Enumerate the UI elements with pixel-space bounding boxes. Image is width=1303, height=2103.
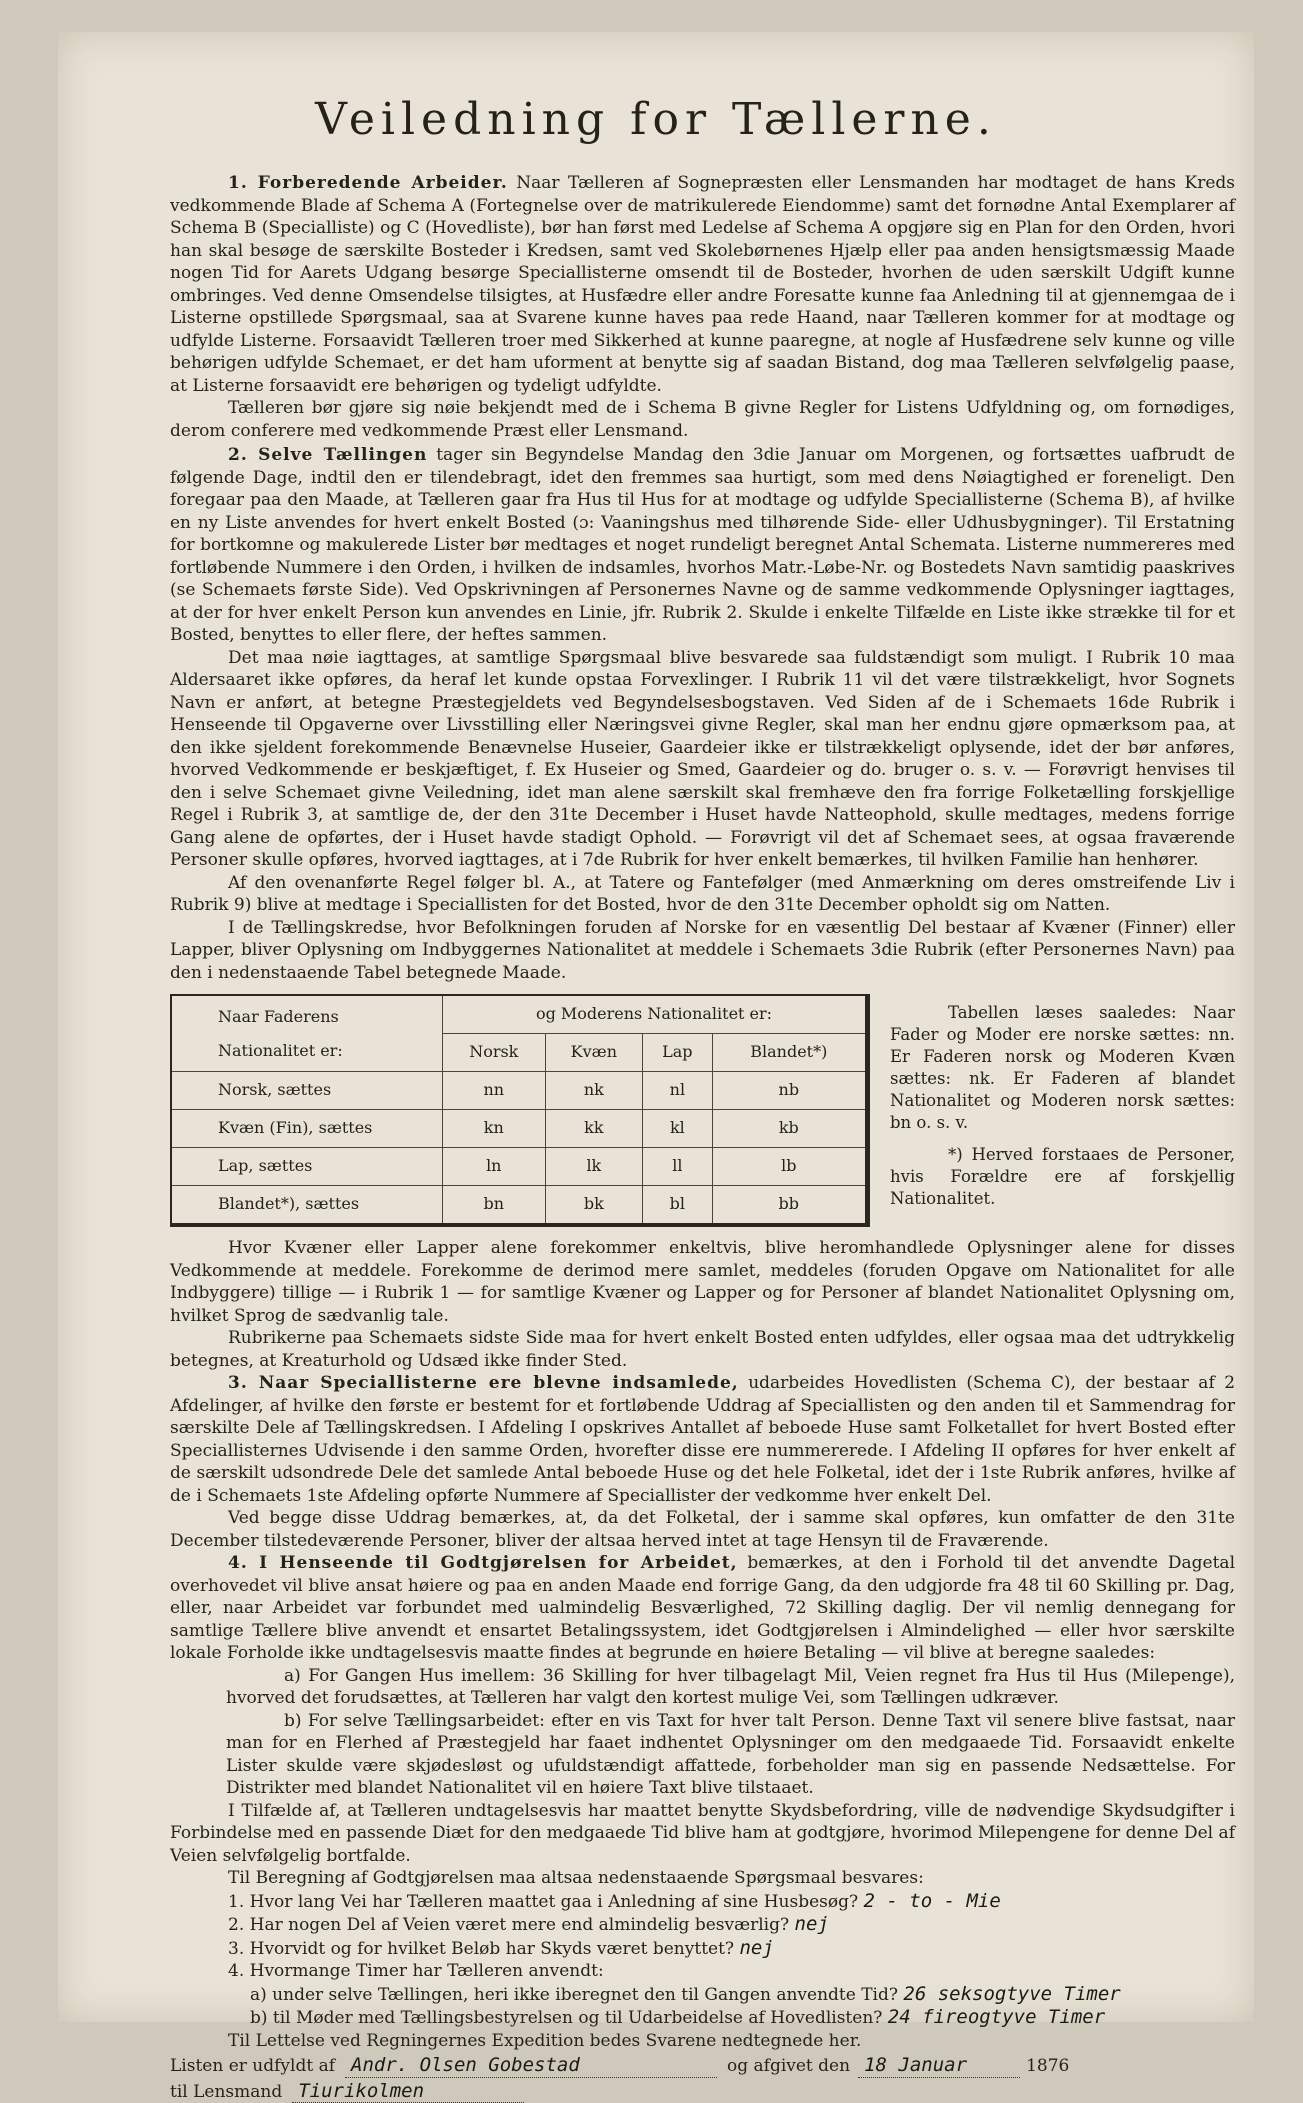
table-cell: nk (545, 1072, 643, 1110)
section-2-paragraph-3: Af den ovenanførte Regel følger bl. A., at Tatere og Fantefølger (med Anmærkning om deres omstreifende Liv i Rubrik 9) blive at medtage i Speciallisten for det Bosted, hvor de den 31te December opholdt sig om Natten. (170, 872, 1235, 917)
table-cell: ll (643, 1148, 712, 1186)
question-4b-text: b) til Møder med Tællingsbestyrelsen og til Udarbeidelse af Hovedlisten? (250, 2008, 882, 2028)
section-2-heading: 2. Selve Tællingen (228, 445, 427, 465)
section-1-paragraph-2: Tælleren bør gjøre sig nøie bekjendt med de i Schema B givne Regler for Listens Udfyldning og, om fornødiges, derom conferere med vedkommende Præst eller Lensmand. (170, 397, 1235, 442)
question-4a (170, 1983, 1235, 2007)
section-2-paragraph-2: Det maa nøie iagttages, at samtlige Spørgsmaal blive besvarede saa fuldstændigt som muligt. I Rubrik 10 maa Aldersaaret ikke opføres, da heraf let kunde opstaa Forvexlinger. I Rubrik 11 vil det være tilstrækkeligt, hvor Sognets Navn er anført, at betegne Præstegjeldets ved Begyndelsesbogstaven. Ved Siden af de i Schemaets 16de Rubrik i Henseende til Opgaverne over Livsstilling eller Næringsvei givne Regler, skal man her endnu gjøre opmærksom paa, at den ikke sjeldent forekommende Benævnelse Huseier, Gaardeier ikke er tilstrækkeligt oplysende, idet der bør anføres, hvorved Vedkommende er beskjæftiget, f. Ex Huseier og Smed, Gaardeier og do. bruger o. s. v. — Forøvrigt henvises til den i selve Schemaet givne Veiledning, idet man alene særskilt skal fremhæve den fra forrige Folketælling forskjellige Regel i Rubrik 3, at samtlige de, der den 31te December i Huset havde Natteophold, skulle medtages, medens forrige Gang alene de opførtes, der i Huset havde stadigt Ophold. — Forøvrigt vil det af Schemaet sees, at ogsaa fraværende Personer skulle opføres, hvorved iagttages, at i 7de Rubrik for hver enkelt bemærkes, til hvilken Familie han henhører. (170, 647, 1235, 872)
filled-by-label: Listen er udfyldt af (170, 2055, 335, 2078)
section-1-heading: 1. Forberedende Arbeider. (228, 173, 508, 193)
section-4-heading: 4. I Henseende til Godtgjørelsen for Arbeidet, (228, 1553, 738, 1573)
closing-note: Til Lettelse ved Regningernes Expedition bedes Svarene nedtegnede her. (170, 2030, 1235, 2053)
question-3 (170, 1937, 1235, 1961)
father-label-line-1: Naar Faderens (218, 1000, 438, 1034)
answer-4a: 26 seksogtyve Timer (903, 1983, 1120, 2005)
table-cell: kb (712, 1110, 867, 1148)
table-cell: bn (443, 1186, 546, 1226)
row-label: Kvæn (Fin), sættes (171, 1110, 443, 1148)
section-2b-paragraph-2: Rubrikerne paa Schemaets sidste Side maa for hvert enkelt Bosted enten udfyldes, eller ogsaa maa det udtrykkelig betegnes, at Kreaturhold og Udsæd ikke finder Sted. (170, 1327, 1235, 1372)
table-cell: kk (545, 1110, 643, 1148)
table-reading-note: Tabellen læses saaledes: Naar Fader og Moder ere norske sættes: nn. Er Faderen norsk og Moderen Kvæn sættes: nk. Er Faderen af blandet Nationalitet og Moderen norsk sættes: bn o. s. v. (890, 1002, 1235, 1134)
question-1 (170, 1890, 1235, 1914)
section-2b-paragraph-1: Hvor Kvæner eller Lapper alene forekommer enkeltvis, blive heromhandlede Oplysninger alene for disses Vedkommende at meddele. Forekomme de derimod mere samlet, meddeles (foruden Opgave om Nationalitet for alle Indbyggere) tillige — i Rubrik 1 — for samtlige Kvæner og Lapper og for Personer af blandet Nationalitet Oplysning om, hvilket Sprog de sædvanlig tale. (170, 1237, 1235, 1327)
page-title: Veiledning for Tællerne. (58, 94, 1254, 145)
table-cell: nb (712, 1072, 867, 1110)
table-cell: nl (643, 1072, 712, 1110)
father-label-line-2: Nationalitet er: (218, 1034, 438, 1068)
table-cell: ln (443, 1148, 546, 1186)
question-2-text: 2. Har nogen Del af Veien været mere end almindelig besværlig? (228, 1915, 789, 1935)
answer-2: nej (795, 1913, 829, 1935)
signature-row-2 (170, 2080, 1235, 2103)
table-row (171, 1186, 868, 1226)
table-cell: lb (712, 1148, 867, 1186)
answer-1: 2 - to - Mie (864, 1890, 1001, 1912)
section-3-paragraph-2: Ved begge disse Uddrag bemærkes, at, da det Folketal, der i samme skal opføres, kun omfatter de den 31te December tilstedeværende Personer, bliver der altsaa herved intet at tage Hensyn til de Fraværende. (170, 1507, 1235, 1552)
filled-by-signature: Andr. Olsen Gobestad (345, 2054, 717, 2078)
delivery-date: 18 Januar (858, 2054, 1020, 2078)
section-2-paragraph-4: I de Tællingskredse, hvor Befolkningen foruden af Norske for en væsentlig Del bestaar af Kvæner (Finner) eller Lapper, bliver Oplysning om Indbyggernes Nationalitet at meddele i Schemaets 3die Rubrik (efter Personernes Navn) paa den i nedenstaaende Tabel betegnede Maade. (170, 917, 1235, 985)
questions-list (170, 1890, 1235, 2053)
row-label: Norsk, sættes (171, 1072, 443, 1110)
question-1-text: 1. Hvor lang Vei har Tælleren maattet gaa i Anledning af sine Husbesøg? (228, 1892, 858, 1912)
section-4-paragraph-2: I Tilfælde af, at Tælleren undtagelsesvis har maattet benytte Skydsbefordring, ville de nødvendige Skydsudgifter i Forbindelse med en passende Diæt for den medgaaede Tid blive ham at godtgjøre, hvorimod Milepengene for denne Del af Veien selvfølgelig bortfalde. (170, 1800, 1235, 1868)
signature-row-1 (170, 2054, 1235, 2078)
question-4: 4. Hvormange Timer har Tælleren anvendt: (170, 1960, 1235, 1983)
col-header: Norsk (443, 1034, 546, 1072)
lensmand-name: Tiurikolmen (292, 2080, 524, 2103)
lensmand-label: til Lensmand (170, 2081, 282, 2103)
answer-4b: 24 fireogtyve Timer (888, 2006, 1105, 2028)
table-cell: kn (443, 1110, 546, 1148)
section-4-paragraph-1 (170, 1552, 1235, 1665)
delivery-year: 1876 (1026, 2055, 1069, 2078)
nationality-table (170, 994, 870, 1227)
section-4-text: bemærkes, at den i Forhold til det anvendte Dagetal overhovedet vil blive ansat høiere og paa en anden Maade end forrige Gang, da den udgjorde fra 48 til 60 Skilling pr. Dag, eller, naar Arbeidet var forbundet med ualmindelig Besværlighed, 72 Skilling daglig. Der vil nemlig dennegang for samtlige Tællere blive anvendt et ensartet Betalingssystem, idet Godtgjørelsen i Almindelighed — eller hvor særskilte lokale Forholde ikke undtagelsesvis maatte findes at begrunde en høiere Betaling — vil blive at beregne saaledes: (170, 1553, 1235, 1663)
section-2-paragraph-1 (170, 444, 1235, 647)
col-header: Lap (643, 1034, 712, 1072)
table-cell: kl (643, 1110, 712, 1148)
question-2 (170, 1913, 1235, 1937)
section-3-paragraph-1 (170, 1372, 1235, 1507)
row-label: Lap, sættes (171, 1148, 443, 1186)
section-3-heading: 3. Naar Speciallisterne ere blevne indsamlede, (228, 1373, 739, 1393)
row-label: Blandet*), sættes (171, 1186, 443, 1226)
section-1-text: Naar Tælleren af Sognepræsten eller Lensmanden har modtaget de hans Kreds vedkommende Blade af Schema A (Fortegnelse over de matrikulerede Eiendomme) samt det fornødne Antal Exemplarer af Schema B (Specialliste) og C (Hovedliste), bør han først med Ledelse af Schema A opgjøre sig en Plan for den Orden, hvori han skal besøge de særskilte Bosteder i Kredsen, samt ved Skolebørnenes Hjælp eller paa anden hensigtsmæssig Maade nogen Tid for Aarets Udgang besørge Speciallisterne omsendt til de Bosteder, hvorhen de uden særskilt Udgift kunne ombringes. Ved denne Omsendelse tilsigtes, at Husfædre eller andre Foresatte kunne faa Anledning til at gjennemgaa de i Listerne opstillede Spørgsmaal, saa at Svarene kunne haves paa rede Haand, naar Tælleren kommer for at modtage og udfylde Listerne. Forsaavidt Tælleren troer med Sikkerhed at kunne paaregne, at nogle af Husfædrene selv kunne og ville behørigen udfylde Schemaet, er det ham uforment at benytte sig af saadan Bistand, dog maa Tælleren selvfølgelig paase, at Listerne forsaavidt ere behørigen og tydeligt udfyldte. (170, 173, 1235, 396)
section-4-item-b: b) For selve Tællingsarbeidet: efter en vis Taxt for hver talt Person. Denne Taxt vil senere blive fastsat, naar man for en Flerhed af Præstegjeld har faaet indhentet Oplysninger om den medgaaede Tid. Forsaavidt enkelte Lister skulde være skjødesløst og ufuldstændigt affattede, forbeholder man sig en passende Nedsættelse. For Distrikter med blandet Nationalitet vil en høiere Taxt blive tilstaaet. (170, 1710, 1235, 1800)
section-3-text: udarbeides Hovedlisten (Schema C), der bestaar af 2 Afdelinger, af hvilke den første er bestemt for et fortløbende Uddrag af Speciallisten og den anden til et Sammendrag for særskilte Dele af Tællingskredsen. I Afdeling I opskrives Antallet af beboede Huse samt Folketallet for hvert Bosted efter Speciallisternes Udvisende i den samme Orden, hvorefter disse ere nummererede. I Afdeling II opføres for hver enkelt af de særskilt udsondrede Dele det samlede Antal beboede Huse og det hele Folketal, idet der i 1ste Rubrik anføres, hvilke af de i Schemaets 1ste Afdeling opførte Nummere af Speciallister der vedkomme hver enkelt Del. (170, 1373, 1235, 1506)
answer-3: nej (739, 1937, 773, 1959)
section-4-paragraph-3: Til Beregning af Godtgjørelsen maa altsaa nedenstaaende Spørgsmaal besvares: (170, 1867, 1235, 1890)
nationality-table-block (170, 994, 1235, 1229)
section-2-text: tager sin Begyndelse Mandag den 3die Januar om Morgenen, og fortsættes uafbrudt de følgende Dage, indtil den er tilendebragt, idet den fremmes saa hurtigt, som med dens Nøiagtighed er foreneligt. Den foregaar paa den Maade, at Tælleren gaar fra Hus til Hus for at modtage og udfylde Speciallisterne (Schema B), af hvilke en ny Liste anvendes for hvert enkelt Bosted (ɔ: Vaaningshus med tilhørende Side- eller Udhusbygninger). Til Erstatning for bortkomne og makulerede Lister bør medtages et noget rundeligt beregnet Antal Schemata. Listerne nummereres med fortløbende Nummere i den Orden, i hvilken de indsamles, hvorhos Matr.-Løbe-Nr. og Bostedets Navn samtidig paaskrives (se Schemaets første Side). Ved Opskrivningen af Personernes Navne og de samme vedkommende Oplysninger iagttages, at der for hver enkelt Person kun anvendes en Linie, jfr. Rubrik 2. Skulde i enkelte Tilfælde en Liste ikke strække til for et Bosted, benyttes to eller flere, der heftes sammen. (170, 445, 1235, 645)
question-4b (170, 2006, 1235, 2030)
delivered-label: og afgivet den (727, 2055, 850, 2078)
col-header: Kvæn (545, 1034, 643, 1072)
table-cell: nn (443, 1072, 546, 1110)
question-3-text: 3. Hvorvidt og for hvilket Beløb har Skyds været benyttet? (228, 1939, 734, 1959)
section-1-paragraph-1 (170, 172, 1235, 397)
table-cell: bl (643, 1186, 712, 1226)
table-cell: lk (545, 1148, 643, 1186)
table-row (171, 1148, 868, 1186)
mother-nationality-header: og Moderens Nationalitet er: (443, 995, 868, 1034)
question-4a-text: a) under selve Tællingen, heri ikke iberegnet den til Gangen anvendte Tid? (250, 1985, 898, 2005)
document-page (58, 32, 1254, 2022)
table-footnote: *) Herved forstaaes de Personer, hvis Forældre ere af forskjellig Nationalitet. (890, 1144, 1235, 1210)
section-4-item-a: a) For Gangen Hus imellem: 36 Skilling for hver tilbagelagt Mil, Veien regnet fra Hus til Hus (Milepenge), hvorved det forudsættes, at Tælleren har valgt den kortest mulige Vei, som Tællingen udkræver. (170, 1665, 1235, 1710)
table-explanation (890, 1002, 1235, 1210)
instructions-body (170, 172, 1235, 2103)
table-row (171, 1110, 868, 1148)
father-nationality-header (171, 995, 443, 1072)
table-cell: bk (545, 1186, 643, 1226)
table-row (171, 1072, 868, 1110)
col-header: Blandet*) (712, 1034, 867, 1072)
table-cell: bb (712, 1186, 867, 1226)
